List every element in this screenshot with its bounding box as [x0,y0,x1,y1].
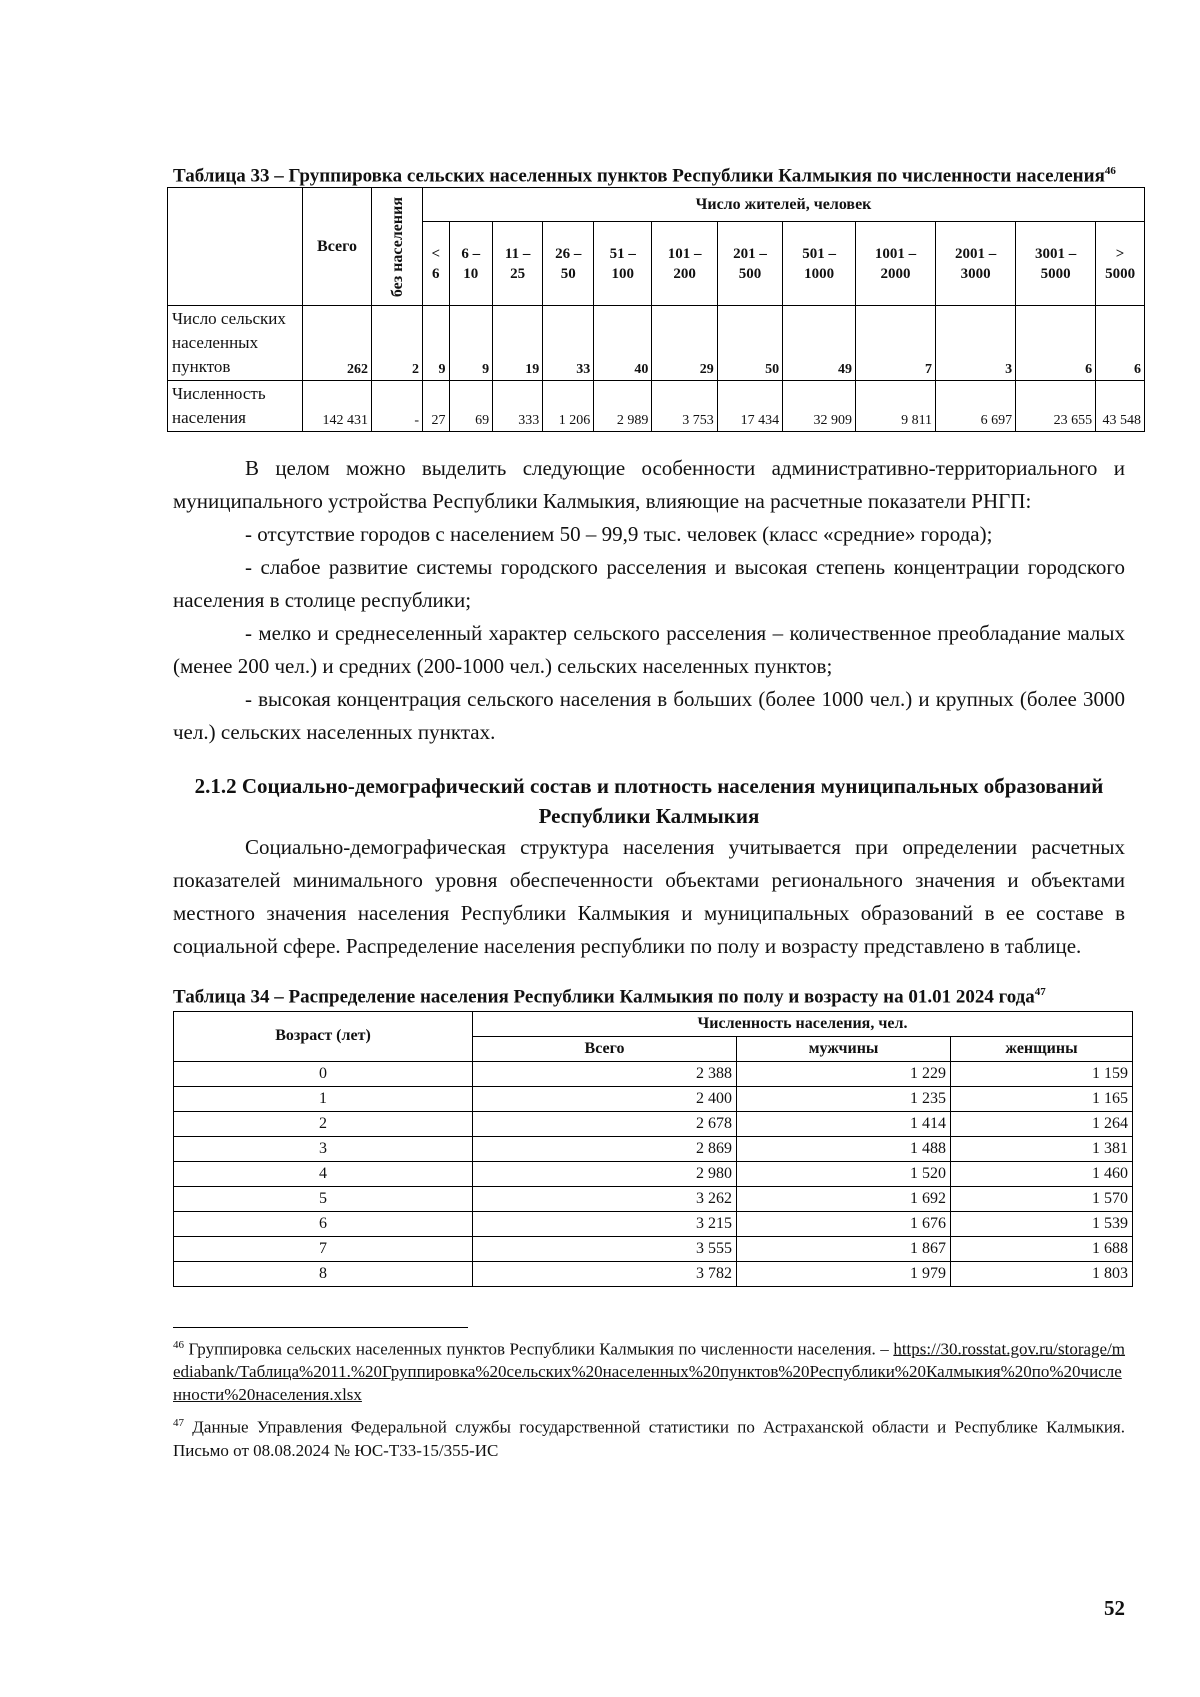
t33-cell-nopop: 2 [372,306,423,381]
t34-cell-value: 3 782 [473,1261,737,1286]
t33-cell: 1 206 [543,381,594,432]
t33-range-1: 6 – 10 [449,222,493,306]
t34-cell-value: 2 388 [473,1061,737,1086]
t34-cell-value: 1 159 [951,1061,1133,1086]
t34-cell-age: 0 [174,1061,473,1086]
t33-row-settlements [168,306,1145,381]
t33-cell: 27 [423,381,450,432]
t34-cell-value: 2 400 [473,1086,737,1111]
t34-cell-value: 1 688 [951,1236,1133,1261]
section-heading: 2.1.2 Социально-демографический состав и плотность населения муниципальных образований Республики Калмыкия [194,774,1104,829]
t33-cell: 3 [936,306,1016,381]
table-row [174,1211,1133,1236]
t34-cell-age: 2 [174,1111,473,1136]
t34-body [174,1061,1133,1286]
t34-header-total: Всего [473,1036,737,1061]
t34-cell-value: 1 460 [951,1161,1133,1186]
t33-corner [168,188,303,306]
t34-cell-value: 1 979 [737,1261,951,1286]
bullet-3: - мелко и среднеселенный характер сельского расселения – количественное преобладание малых (менее 200 чел.) и средних (200-1000 чел.) сельских населенных пунктов; [173,621,1125,679]
t33-range-3: 26 – 50 [543,222,594,306]
t34-cell-value: 3 555 [473,1236,737,1261]
t33-cell: 6 697 [936,381,1016,432]
t33-range-7: 501 – 1000 [783,222,856,306]
table-row [174,1061,1133,1086]
t33-row-population [168,381,1145,432]
t34-cell-value: 1 676 [737,1211,951,1236]
t34-cell-value: 1 165 [951,1086,1133,1111]
t34-cell-value: 1 539 [951,1211,1133,1236]
t34-cell-value: 1 381 [951,1136,1133,1161]
t34-cell-age: 7 [174,1236,473,1261]
section-paragraph: Социально-демографическая структура населения учитывается при определении расчетных показателей минимального уровня обеспеченности объектами регионального значения и объектами местного значения населения Республики Калмыкия и муниципальных образований в ее составе в социальной сфере. Распределение населения республики по полу и возрасту представлено в таблице. [173,835,1125,959]
t34-cell-value: 2 980 [473,1161,737,1186]
t34-cell-value: 3 215 [473,1211,737,1236]
t33-header-nopop-label: без населения [388,196,406,297]
t33-range-5: 101 – 200 [652,222,717,306]
table-row [174,1161,1133,1186]
table34 [173,1011,1133,1287]
table-row [174,1236,1133,1261]
t33-range-9: 2001 – 3000 [936,222,1016,306]
t34-cell-value: 1 414 [737,1111,951,1136]
t33-cell: 23 655 [1016,381,1096,432]
footnote-ref-47[interactable]: 47 [1034,986,1046,999]
t33-cell: 43 548 [1096,381,1145,432]
t33-cell: 3 753 [652,381,717,432]
footnote-46-link[interactable]: https://30.rosstat.gov.ru/storage/mediabank/Таблица%2011.%20Группировка%20сельских%20населенных%20пунктов%20Республики%20Калмыкия%20по%20численности%20населения.xlsx [173,1339,1126,1405]
t34-cell-value: 1 488 [737,1136,951,1161]
t33-header-group: Число жителей, человек [423,188,1145,222]
table34-caption: Таблица 34 – Распределение населения Республики Калмыкия по полу и возрасту на 01.01 2024 года$^{47}$ [173,986,1046,1008]
t33-cell: 17 434 [717,381,782,432]
t34-cell-age: 8 [174,1261,473,1286]
t34-cell-value: 1 235 [737,1086,951,1111]
t34-header-men: мужчины [737,1036,951,1061]
t33-cell: 19 [493,306,543,381]
table-row [174,1136,1133,1161]
t34-cell-value: 1 692 [737,1186,951,1211]
t33-cell-nopop: - [372,381,423,432]
t33-range-8: 1001 – 2000 [856,222,936,306]
t34-cell-value: 1 867 [737,1236,951,1261]
t33-cell-total: 262 [303,306,372,381]
t34-cell-age: 6 [174,1211,473,1236]
t34-cell-value: 1 570 [951,1186,1133,1211]
t33-cell: 9 811 [856,381,936,432]
table-row [174,1086,1133,1111]
document-page [172,160,1141,1462]
t33-cell: 50 [717,306,782,381]
t33-header-nopop [372,188,423,306]
t34-cell-value: 2 869 [473,1136,737,1161]
t33-cell: 6 [1096,306,1145,381]
t33-cell: 2 989 [594,381,652,432]
t34-cell-age: 1 [174,1086,473,1111]
t33-cell: 9 [449,306,493,381]
t33-cell: 40 [594,306,652,381]
t33-header-total: Всего [303,188,372,306]
t33-cell: 32 909 [783,381,856,432]
table-row [174,1261,1133,1286]
t34-cell-age: 4 [174,1161,473,1186]
table-row [174,1111,1133,1136]
t33-cell: 29 [652,306,717,381]
t33-row-label: Численность населения [168,381,303,432]
table33-caption: Таблица 33 – Группировка сельских населенных пунктов Республики Калмыкия по численности населения$^{46}$ [173,165,1116,187]
t33-row-label: Число сельских населенных пунктов [168,306,303,381]
paragraph-intro: В целом можно выделить следующие особенности административно-территориального и муниципального устройства Республики Калмыкия, влияющие на расчетные показатели РНГП: [173,456,1125,514]
t34-cell-value: 3 262 [473,1186,737,1211]
bullet-4: - высокая концентрация сельского населения в больших (более 1000 чел.) и крупных (более 3000 чел.) сельских населенных пунктах. [173,687,1125,745]
t34-header-women: женщины [951,1036,1133,1061]
t33-cell: 49 [783,306,856,381]
t34-cell-value: 1 520 [737,1161,951,1186]
t33-range-4: 51 – 100 [594,222,652,306]
t33-range-2: 11 – 25 [493,222,543,306]
footnote-46: $^{46}$ Группировка сельских населенных пунктов Республики Калмыкия по численности населения. – https://30.rosstat.gov.ru/storage/mediabank/Таблица%2011.%20Группировка%20сельских%20населенных%20пунктов%20Республики%20Калмыкия%20по%20численности%20населения.xlsx [173,1338,1126,1405]
table33 [167,187,1145,432]
t34-cell-age: 5 [174,1186,473,1211]
t34-cell-value: 2 678 [473,1111,737,1136]
footnote-divider [173,1327,468,1328]
t34-header-age: Возраст (лет) [174,1011,473,1061]
t34-cell-value: 1 264 [951,1111,1133,1136]
bullet-2: - слабое развитие системы городского расселения и высокая степень концентрации городского населения в столице республики; [173,555,1125,613]
footnote-47: $^{47}$ Данные Управления Федеральной службы государственной статистики по Астраханской области и Республике Калмыкия. Письмо от 08.08.2024 № ЮС-Т33-15/355-ИС [173,1417,1125,1460]
t33-cell: 9 [423,306,450,381]
page-number: 52 [1104,1596,1125,1620]
t33-cell: 333 [493,381,543,432]
t33-cell: 33 [543,306,594,381]
bullet-1: - отсутствие городов с населением 50 – 99,9 тыс. человек (класс «средние» города); [245,522,993,547]
t33-range-6: 201 – 500 [717,222,782,306]
t33-range-10: 3001 – 5000 [1016,222,1096,306]
t34-cell-age: 3 [174,1136,473,1161]
t33-cell-total: 142 431 [303,381,372,432]
t33-range-0: < 6 [423,222,450,306]
table-row [174,1186,1133,1211]
t33-cell: 69 [449,381,493,432]
t34-cell-value: 1 229 [737,1061,951,1086]
t33-range-11: > 5000 [1096,222,1145,306]
t33-cell: 7 [856,306,936,381]
footnote-ref-46[interactable]: 46 [1104,165,1116,177]
t34-cell-value: 1 803 [951,1261,1133,1286]
t34-header-group: Численность населения, чел. [473,1011,1133,1036]
t33-cell: 6 [1016,306,1096,381]
